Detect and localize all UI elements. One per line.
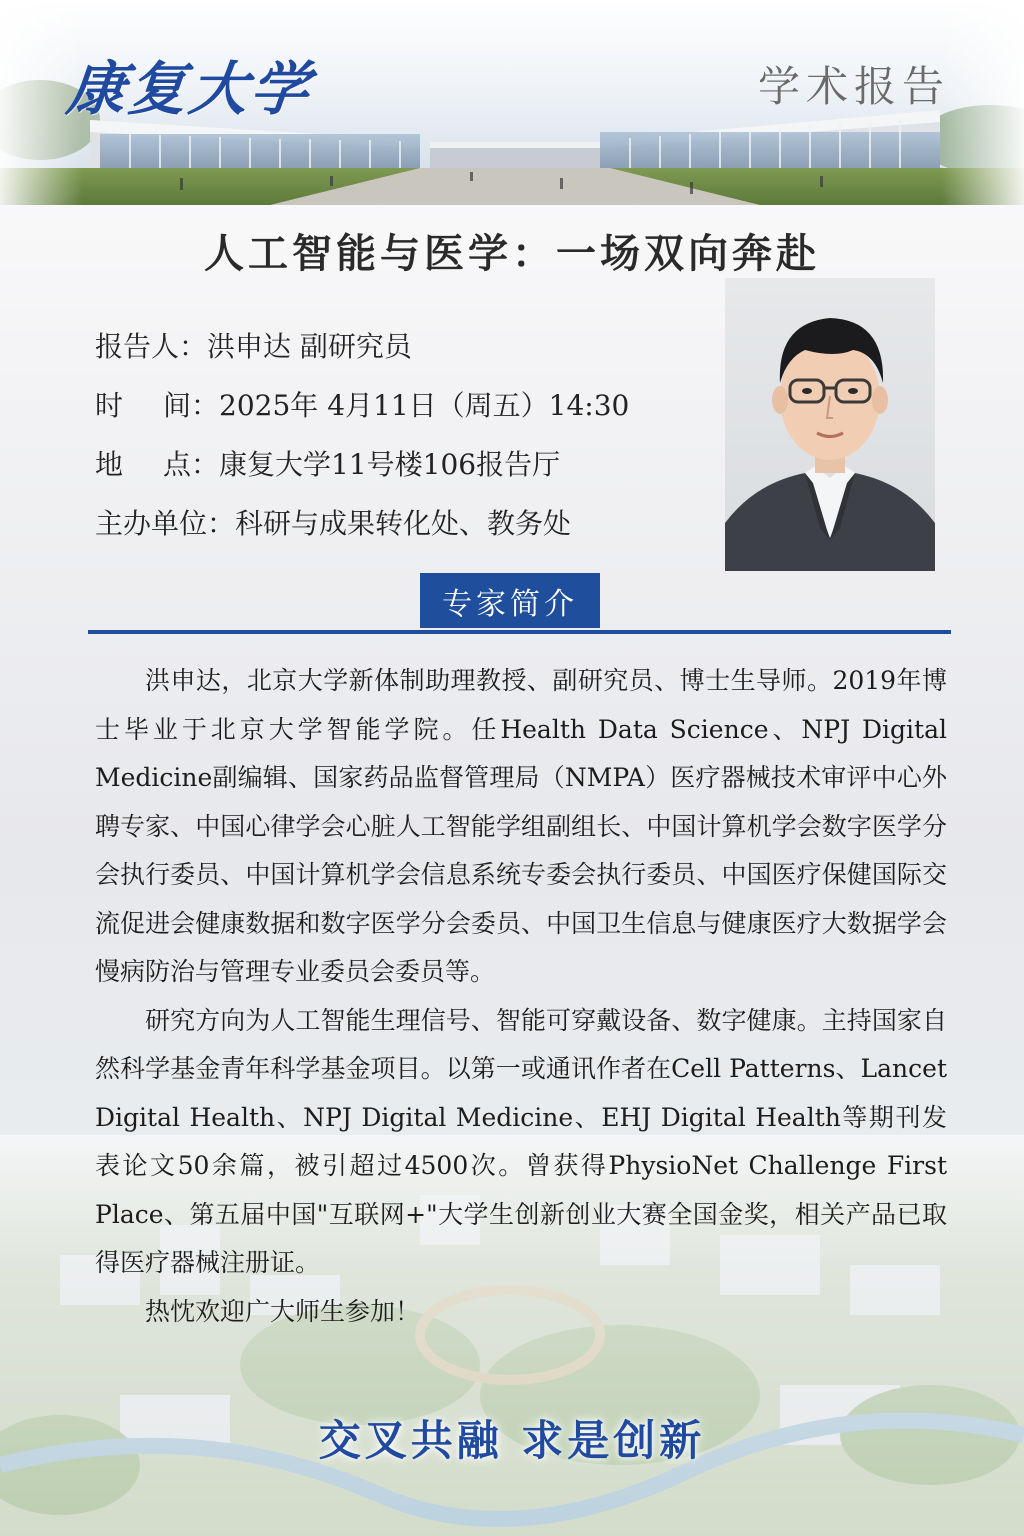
speaker-row (95, 325, 629, 384)
section-divider (88, 630, 951, 634)
speaker-portrait-photo (725, 278, 935, 571)
place-label-part2: 点： (163, 448, 220, 481)
university-motto: 交叉共融 求是创新 (318, 1416, 706, 1465)
speaker-portrait (725, 278, 935, 571)
bio-paragraph-1: 洪申达，北京大学新体制助理教授、副研究员、博士生导师。2019年博士毕业于北京大学智能学院。任Health Data Science、NPJ Digital Medicine副编辑、国家药品监督管理局（NMPA）医疗器械技术审评中心外聘专家、中国心律学会心脏人工智能学组副组长、中国计算机学会数字医学分会执行委员、中国计算机学会信息系统专委会执行委员、中国医疗保健国际交流促进会健康数据和数字医学分会委员、中国卫生信息与健康医疗大数据学会慢病防治与管理专业委员会委员等。 (95, 666, 947, 986)
speaker-value: 洪申达 副研究员 (207, 330, 412, 363)
time-label-part2: 间： (163, 389, 220, 422)
host-label: 主办单位： (95, 507, 236, 540)
time-label (95, 384, 219, 424)
section-title-badge: 专家简介 (420, 573, 600, 628)
host-value: 科研与成果转化处、教务处 (235, 507, 572, 540)
time-row (95, 384, 629, 443)
header-banner (0, 0, 1024, 205)
report-type-tag: 学术报告 (757, 62, 950, 111)
speaker-label: 报告人： (95, 330, 208, 363)
place-row (95, 443, 629, 502)
place-value: 康复大学11号楼106报告厅 (219, 448, 561, 481)
time-label-part1: 时 (95, 389, 124, 422)
university-logo: 康复大学 (63, 55, 316, 123)
time-value: 2025年 4月11日（周五）14:30 (219, 389, 630, 422)
bio-paragraph-2: 研究方向为人工智能生理信号、智能可穿戴设备、数字健康。主持国家自然科学基金青年科学基金项目。以第一或通讯作者在Cell Patterns、Lancet Digital Health、NPJ Digital Medicine、EHJ Digital Health等期刊发表论文50余篇，被引超过4500次。曾获得PhysioNet Challenge First Place、第五届中国"互联网+"大学生创新创业大赛全国金奖，相关产品已取得医疗器械注册证。 (95, 1005, 947, 1277)
place-label-part1: 地 (95, 448, 124, 481)
place-label (95, 443, 219, 483)
page-title: 人工智能与医学：一场双向奔赴 (204, 230, 820, 277)
event-info (95, 325, 629, 561)
host-row (95, 502, 629, 561)
expert-bio (95, 657, 947, 1336)
welcome-text: 热忱欢迎广大师生参加！ (145, 1296, 421, 1326)
